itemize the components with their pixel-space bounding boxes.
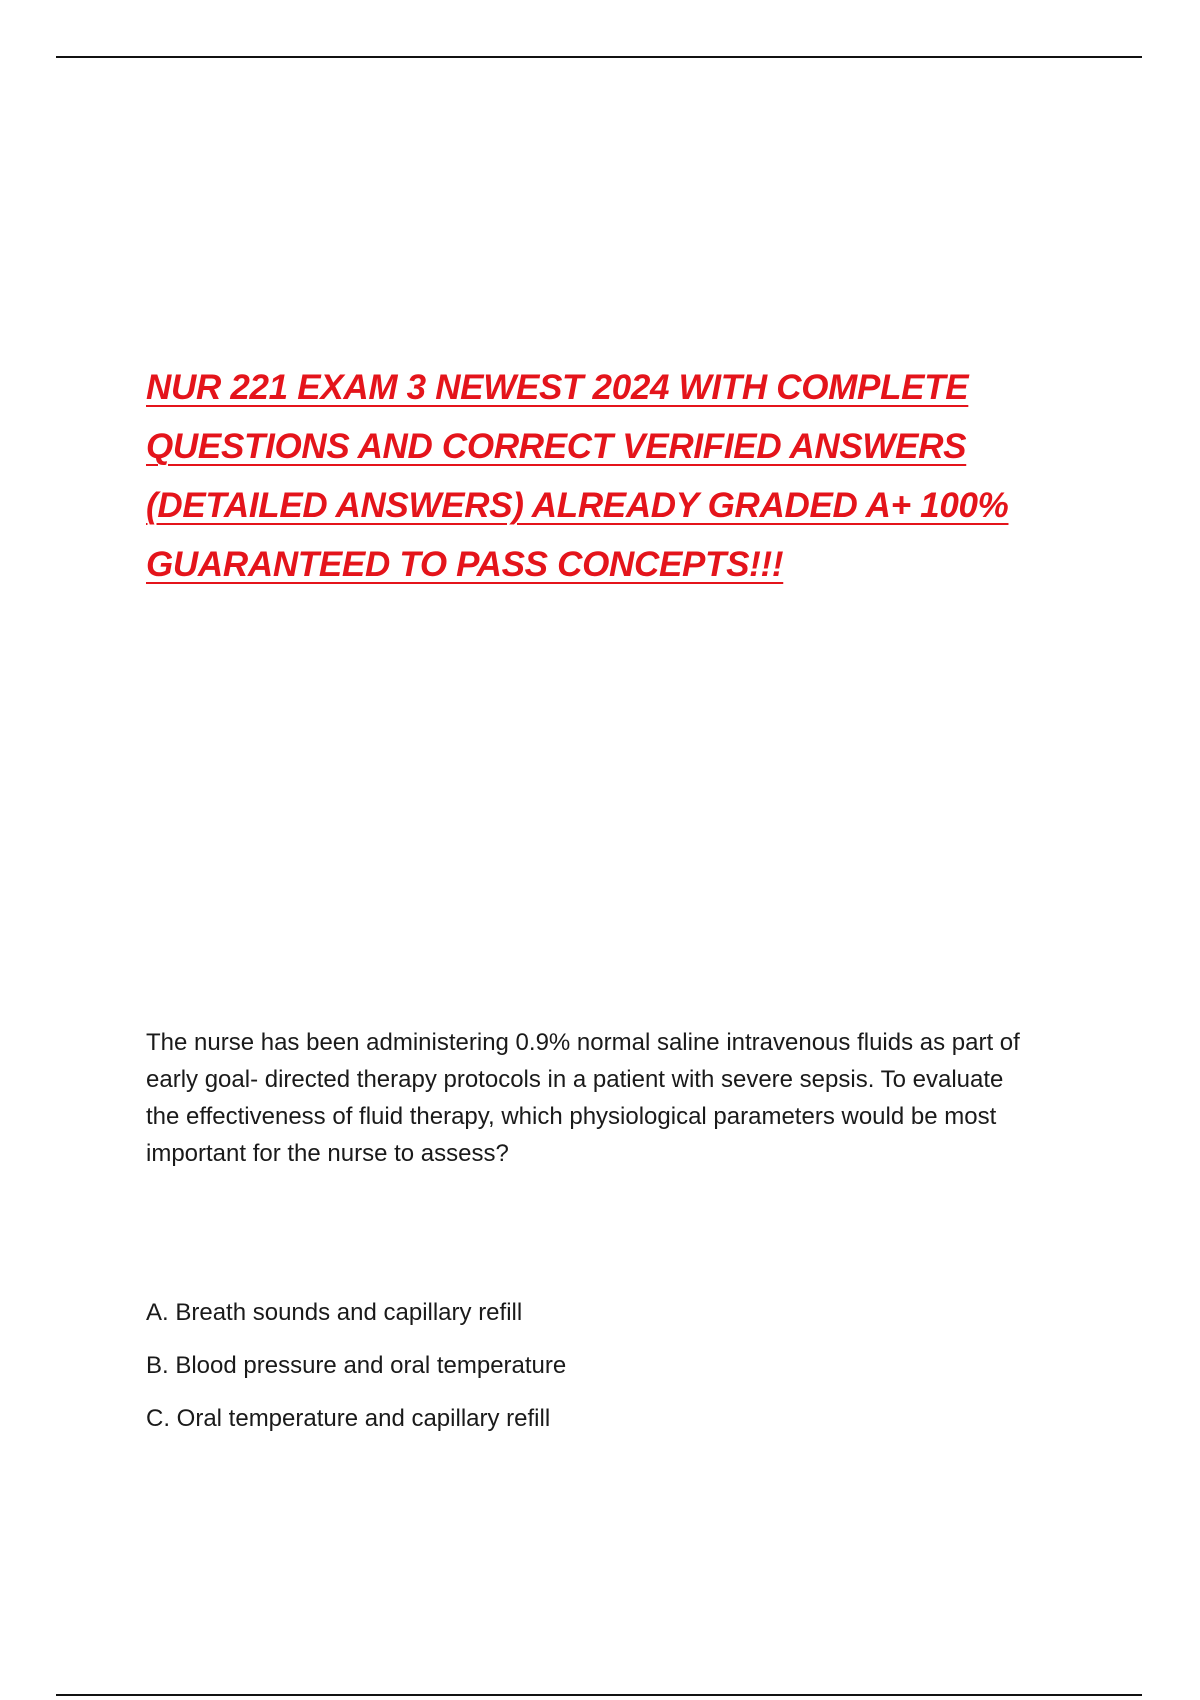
question-line: The nurse has been administering 0.9% normal saline intravenous fluids as part of (146, 1029, 1020, 1056)
header-rule (56, 56, 1142, 58)
question-text (146, 1024, 1086, 1172)
question-line: early goal- directed therapy protocols in a patient with severe sepsis. To evaluate (146, 1066, 1004, 1093)
title-line: QUESTIONS AND CORRECT VERIFIED ANSWERS (146, 427, 967, 466)
document-title (146, 358, 1076, 594)
title-line: (DETAILED ANSWERS) ALREADY GRADED A+ 100% (146, 486, 1009, 525)
answer-option-a: A. Breath sounds and capillary refill (146, 1299, 523, 1326)
title-line: NUR 221 EXAM 3 NEWEST 2024 WITH COMPLETE (146, 368, 969, 407)
answer-option-c: C. Oral temperature and capillary refill (146, 1405, 551, 1432)
question-line: important for the nurse to assess? (146, 1140, 509, 1167)
title-line: GUARANTEED TO PASS CONCEPTS!!! (146, 545, 784, 584)
answer-option-b: B. Blood pressure and oral temperature (146, 1352, 567, 1379)
answer-options (146, 1294, 566, 1453)
question-line: the effectiveness of fluid therapy, which physiological parameters would be most (146, 1103, 997, 1130)
footer-rule (56, 1694, 1142, 1696)
